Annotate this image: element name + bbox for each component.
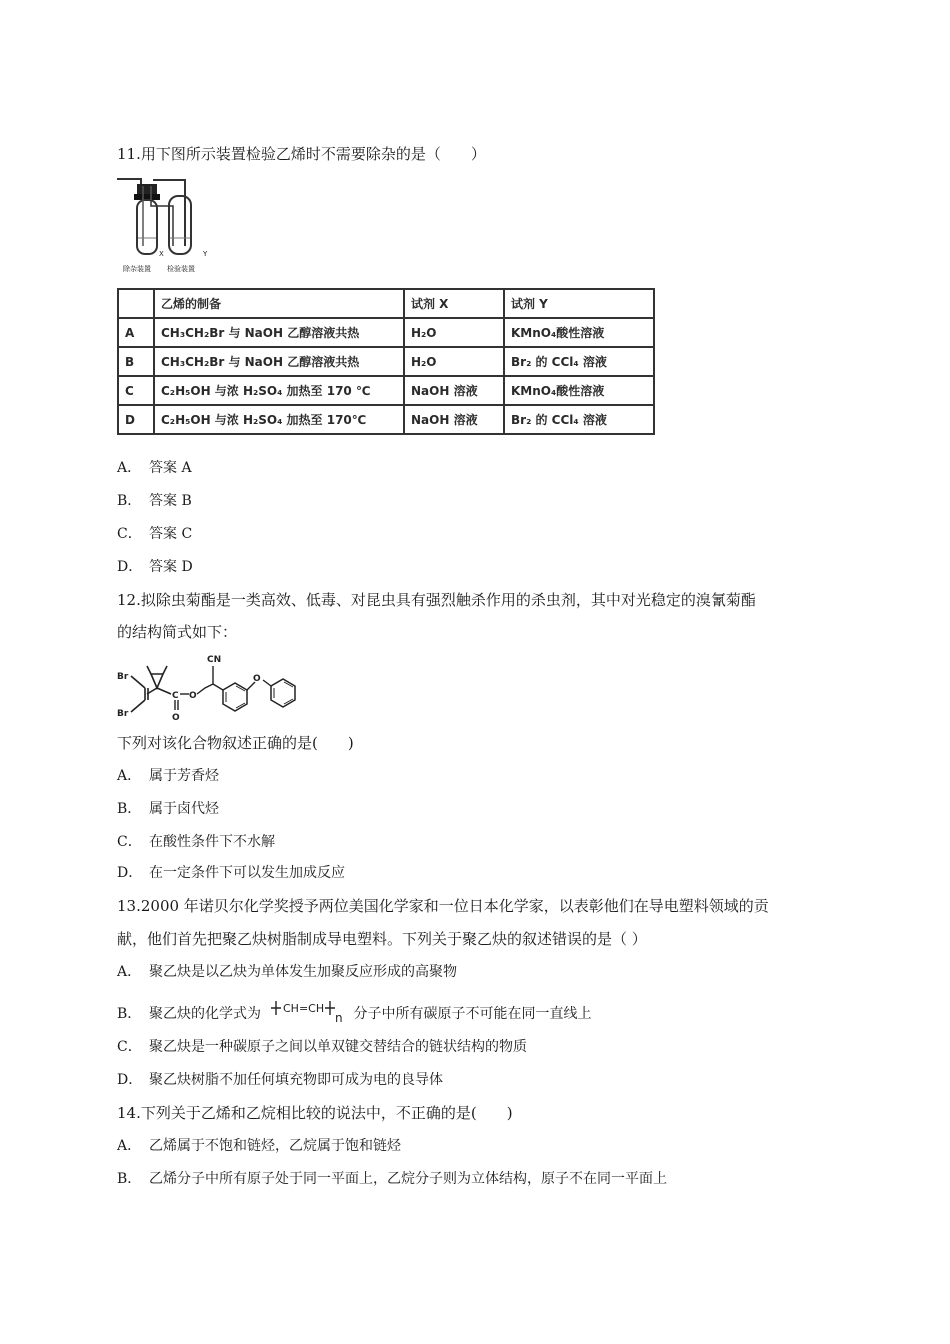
option-label: C． xyxy=(117,526,142,542)
option-text: 乙烯分子中所有原子处于同一平面上，乙烷分子则为立体结构，原子不在同一平面上 xyxy=(149,1171,667,1187)
table-cell: C₂H₅OH 与浓 H₂SO₄ 加热至 170 ℃ xyxy=(154,376,404,405)
option-label: B． xyxy=(117,493,142,509)
option-text-after: 分子中所有碳原子不可能在同一直线上 xyxy=(353,1006,592,1022)
table-cell: B xyxy=(118,347,154,376)
table-cell: Br₂ 的 CCl₄ 溶液 xyxy=(504,347,654,376)
q13-option-b[interactable] xyxy=(117,998,591,1030)
table-cell: D xyxy=(118,405,154,434)
table-row xyxy=(118,405,654,434)
table-cell: CH₃CH₂Br 与 NaOH 乙醇溶液共热 xyxy=(154,318,404,347)
option-text: 答案 A xyxy=(149,460,192,476)
q11-stem: 11.用下图所示装置检验乙烯时不需要除杂的是（ ） xyxy=(117,145,486,163)
struct-br-top: Br xyxy=(117,672,129,682)
option-text-before: 聚乙炔的化学式为 xyxy=(149,1006,261,1022)
formula-subscript: n xyxy=(335,1011,344,1024)
label-y: Y xyxy=(203,250,208,258)
option-text: 聚乙炔树脂不加任何填充物即可成为电的良导体 xyxy=(149,1072,443,1088)
option-label: B． xyxy=(117,1006,142,1022)
q12-question: 下列对该化合物叙述正确的是( ) xyxy=(117,734,354,752)
option-text: 答案 D xyxy=(149,559,193,575)
option-label: C． xyxy=(117,1039,142,1055)
q12-option-a[interactable] xyxy=(117,766,219,786)
table-cell: NaOH 溶液 xyxy=(404,376,504,405)
table-header-cell: 乙烯的制备 xyxy=(154,289,404,318)
table-header-row xyxy=(118,289,654,318)
deltamethrin-structure xyxy=(117,650,307,722)
caption-test: 检验装置 xyxy=(167,265,195,273)
apparatus-figure xyxy=(117,176,217,276)
apparatus-drawing xyxy=(117,176,217,264)
q12-option-c[interactable] xyxy=(117,832,275,852)
q14-option-a[interactable] xyxy=(117,1136,401,1156)
option-label: D． xyxy=(117,559,143,575)
struct-o-ester: O xyxy=(189,691,197,701)
q12-stem-line1: 12.拟除虫菊酯是一类高效、低毒、对昆虫具有强烈触杀作用的杀虫剂，其中对光稳定的溴氰菊酯 xyxy=(117,591,756,609)
label-x: X xyxy=(159,250,164,258)
option-label: B． xyxy=(117,801,142,817)
q14-stem: 14.下列关于乙烯和乙烷相比较的说法中，不正确的是( ) xyxy=(117,1104,513,1122)
reagent-table xyxy=(117,288,655,435)
q11-option-c[interactable] xyxy=(117,524,192,544)
q11-option-b[interactable] xyxy=(117,491,192,511)
table-cell: Br₂ 的 CCl₄ 溶液 xyxy=(504,405,654,434)
option-label: C． xyxy=(117,834,142,850)
caption-purify: 除杂装置 xyxy=(123,265,151,273)
option-text: 答案 C xyxy=(149,526,193,542)
table-cell: A xyxy=(118,318,154,347)
polyacetylene-formula xyxy=(269,998,349,1030)
table-cell: KMnO₄酸性溶液 xyxy=(504,376,654,405)
table-cell: C xyxy=(118,376,154,405)
option-label: A． xyxy=(117,768,142,784)
table-cell: H₂O xyxy=(404,347,504,376)
table-cell: NaOH 溶液 xyxy=(404,405,504,434)
struct-o-carbonyl: O xyxy=(172,713,180,722)
option-text: 聚乙炔是一种碳原子之间以单双键交替结合的链状结构的物质 xyxy=(149,1039,527,1055)
struct-br-bottom: Br xyxy=(117,709,129,719)
q12-option-b[interactable] xyxy=(117,799,219,819)
q13-stem-line1: 13.2000 年诺贝尔化学奖授予两位美国化学家和一位日本化学家，以表彰他们在导电塑料领域的贡 xyxy=(117,897,769,915)
option-label: A． xyxy=(117,460,142,476)
option-label: D． xyxy=(117,1072,143,1088)
option-label: A． xyxy=(117,1138,142,1154)
option-text: 在一定条件下可以发生加成反应 xyxy=(149,865,345,881)
option-text: 属于芳香烃 xyxy=(149,768,219,784)
table-row xyxy=(118,376,654,405)
table-cell: H₂O xyxy=(404,318,504,347)
q12-stem-line2: 的结构简式如下： xyxy=(117,623,238,641)
formula-text: CH=CH xyxy=(283,1002,325,1015)
table-cell: C₂H₅OH 与浓 H₂SO₄ 加热至 170℃ xyxy=(154,405,404,434)
option-text: 答案 B xyxy=(149,493,192,509)
option-text: 在酸性条件下不水解 xyxy=(149,834,275,850)
option-label: D． xyxy=(117,865,143,881)
q11-option-d[interactable] xyxy=(117,557,193,577)
table-header-cell: 试剂 Y xyxy=(504,289,654,318)
struct-c: C xyxy=(172,691,179,701)
table-row xyxy=(118,318,654,347)
q13-option-a[interactable] xyxy=(117,962,457,982)
struct-cn: CN xyxy=(207,655,222,665)
q12-option-d[interactable] xyxy=(117,863,345,883)
option-label: B． xyxy=(117,1171,142,1187)
table-header-cell xyxy=(118,289,154,318)
table-cell: KMnO₄酸性溶液 xyxy=(504,318,654,347)
option-label: A． xyxy=(117,964,142,980)
q13-option-d[interactable] xyxy=(117,1070,443,1090)
q13-stem-line2: 献，他们首先把聚乙炔树脂制成导电塑料。下列关于聚乙炔的叙述错误的是（ ） xyxy=(117,930,647,948)
table-header-cell: 试剂 X xyxy=(404,289,504,318)
struct-o-ether: O xyxy=(253,674,261,684)
option-text: 聚乙炔是以乙炔为单体发生加聚反应形成的高聚物 xyxy=(149,964,457,980)
table-row xyxy=(118,347,654,376)
table-cell: CH₃CH₂Br 与 NaOH 乙醇溶液共热 xyxy=(154,347,404,376)
q11-option-a[interactable] xyxy=(117,458,192,478)
q13-option-c[interactable] xyxy=(117,1037,527,1057)
option-text: 乙烯属于不饱和链烃，乙烷属于饱和链烃 xyxy=(149,1138,401,1154)
option-text: 属于卤代烃 xyxy=(149,801,219,817)
q14-option-b[interactable] xyxy=(117,1169,667,1189)
